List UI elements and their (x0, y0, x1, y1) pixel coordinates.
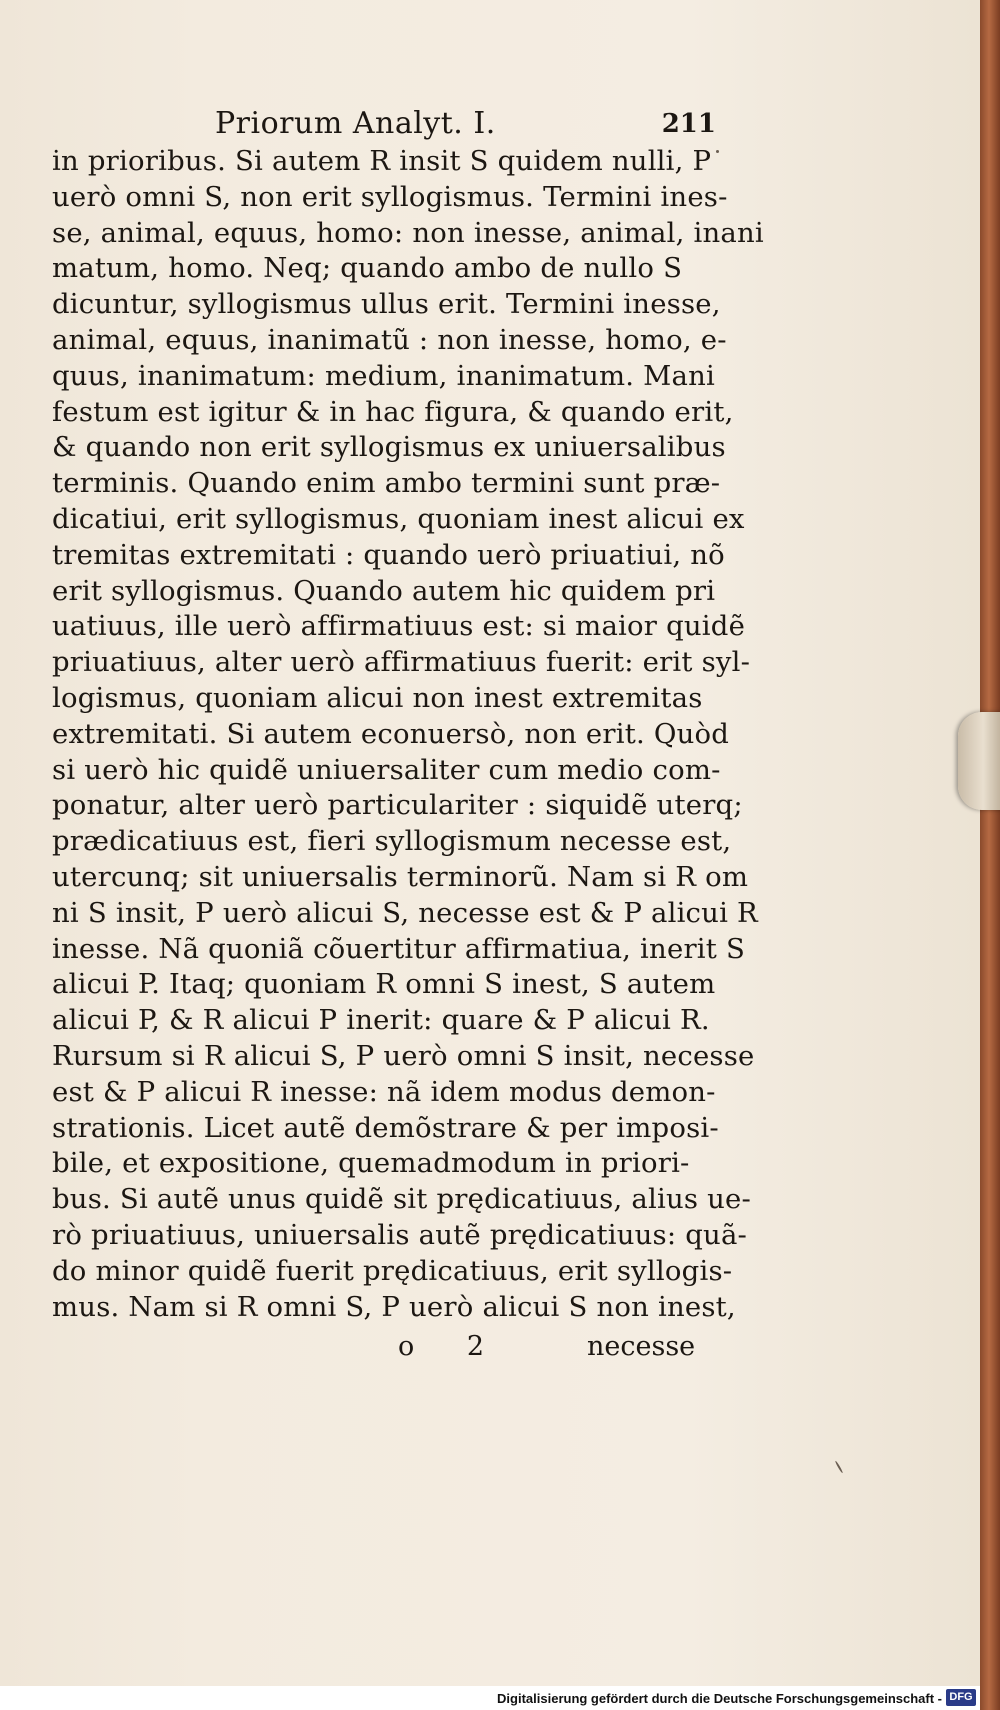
text-line: priuatiuus, alter uerò affirmatiuus fuerit: erit syl- (52, 646, 751, 679)
text-line: inesse. Nã quoniã cõuertitur affirmatiua, inerit S (52, 932, 746, 965)
text-line: Rursum si R alicui S, P uerò omni S insit, necesse (52, 1039, 755, 1072)
page-clip (958, 712, 1000, 810)
text-line: dicatiui, erit syllogismus, quoniam inest alicui ex (52, 502, 745, 535)
text-line: bile, et expositione, quemadmodum in priori- (52, 1147, 690, 1180)
dfg-logo: DFG (946, 1689, 976, 1706)
text-line: strationis. Licet autẽ demõstrare & per imposi- (52, 1111, 719, 1144)
text-line: & quando non erit syllogismus ex uniuersalibus (52, 431, 726, 464)
paper-speck (835, 1460, 844, 1473)
text-line: ponatur, alter uerò particulariter : siquidẽ uterq; (52, 789, 743, 822)
text-line: logismus, quoniam alicui non inest extremitas (52, 681, 703, 714)
paper-speck (716, 150, 719, 153)
footer-bar (0, 1686, 980, 1710)
text-line: matum, homo. Neq; quando ambo de nullo S (52, 252, 683, 285)
page-number: 211 (661, 109, 716, 139)
text-line: uatiuus, ille uerò affirmatiuus est: si maior quidẽ (52, 610, 746, 643)
running-head (52, 104, 716, 144)
text-line: dicuntur, syllogismus ullus erit. Termini inesse, (52, 288, 721, 321)
text-line: uerò omni S, non erit syllogismus. Termini ines- (52, 180, 728, 213)
text-line: erit syllogismus. Quando autem hic quidem pri (52, 574, 716, 607)
footer-credit: Digitalisierung gefördert durch die Deutsche Forschungsgemeinschaft - (497, 1691, 942, 1706)
text-line: alicui P, & R alicui P inerit: quare & P alicui R. (52, 1004, 710, 1037)
text-line: alicui P. Itaq; quoniam R omni S inest, S autem (52, 968, 716, 1001)
text-line: se, animal, equus, homo: non inesse, animal, inani (52, 216, 764, 249)
text-line: terminis. Quando enim ambo termini sunt præ- (52, 467, 721, 500)
text-line: bus. Si autẽ unus quidẽ sit prędicatiuus, alius ue- (52, 1183, 751, 1216)
text-line: extremitati. Si autem econuersò, non erit. Quòd (52, 717, 730, 750)
text-line: est & P alicui R inesse: nã idem modus demon- (52, 1075, 716, 1108)
catch-line (52, 1329, 712, 1365)
signature-mark: o 2 (398, 1331, 507, 1363)
text-line: do minor quidẽ fuerit prędicatiuus, erit syllogis- (52, 1254, 733, 1287)
text-line: utercunq; sit uniuersalis terminorũ. Nam si R om (52, 860, 749, 893)
text-line: si uerò hic quidẽ uniuersaliter cum medio com- (52, 753, 721, 786)
running-head-title: Priorum Analyt. I. (215, 106, 496, 141)
text-line: mus. Nam si R omni S, P uerò alicui S non inest, (52, 1290, 736, 1323)
text-line: animal, equus, inanimatũ : non inesse, homo, e- (52, 323, 727, 356)
text-line: ni S insit, P uerò alicui S, necesse est & P alicui R (52, 896, 758, 929)
binding-edge (980, 0, 1000, 1710)
text-line: in prioribus. Si autem R insit S quidem nulli, P (52, 145, 712, 177)
body-text (52, 144, 764, 1325)
text-line: tremitas extremitati : quando uerò priuatiui, nõ (52, 538, 725, 571)
text-line: quus, inanimatum: medium, inanimatum. Mani (52, 359, 716, 392)
text-line: prædicatiuus est, fieri syllogismum necesse est, (52, 825, 732, 858)
catchword: necesse (587, 1331, 696, 1363)
text-block (52, 104, 764, 1365)
text-line: rò priuatiuus, uniuersalis autẽ prędicatiuus: quã- (52, 1218, 748, 1251)
text-line: festum est igitur & in hac figura, & quando erit, (52, 395, 734, 428)
